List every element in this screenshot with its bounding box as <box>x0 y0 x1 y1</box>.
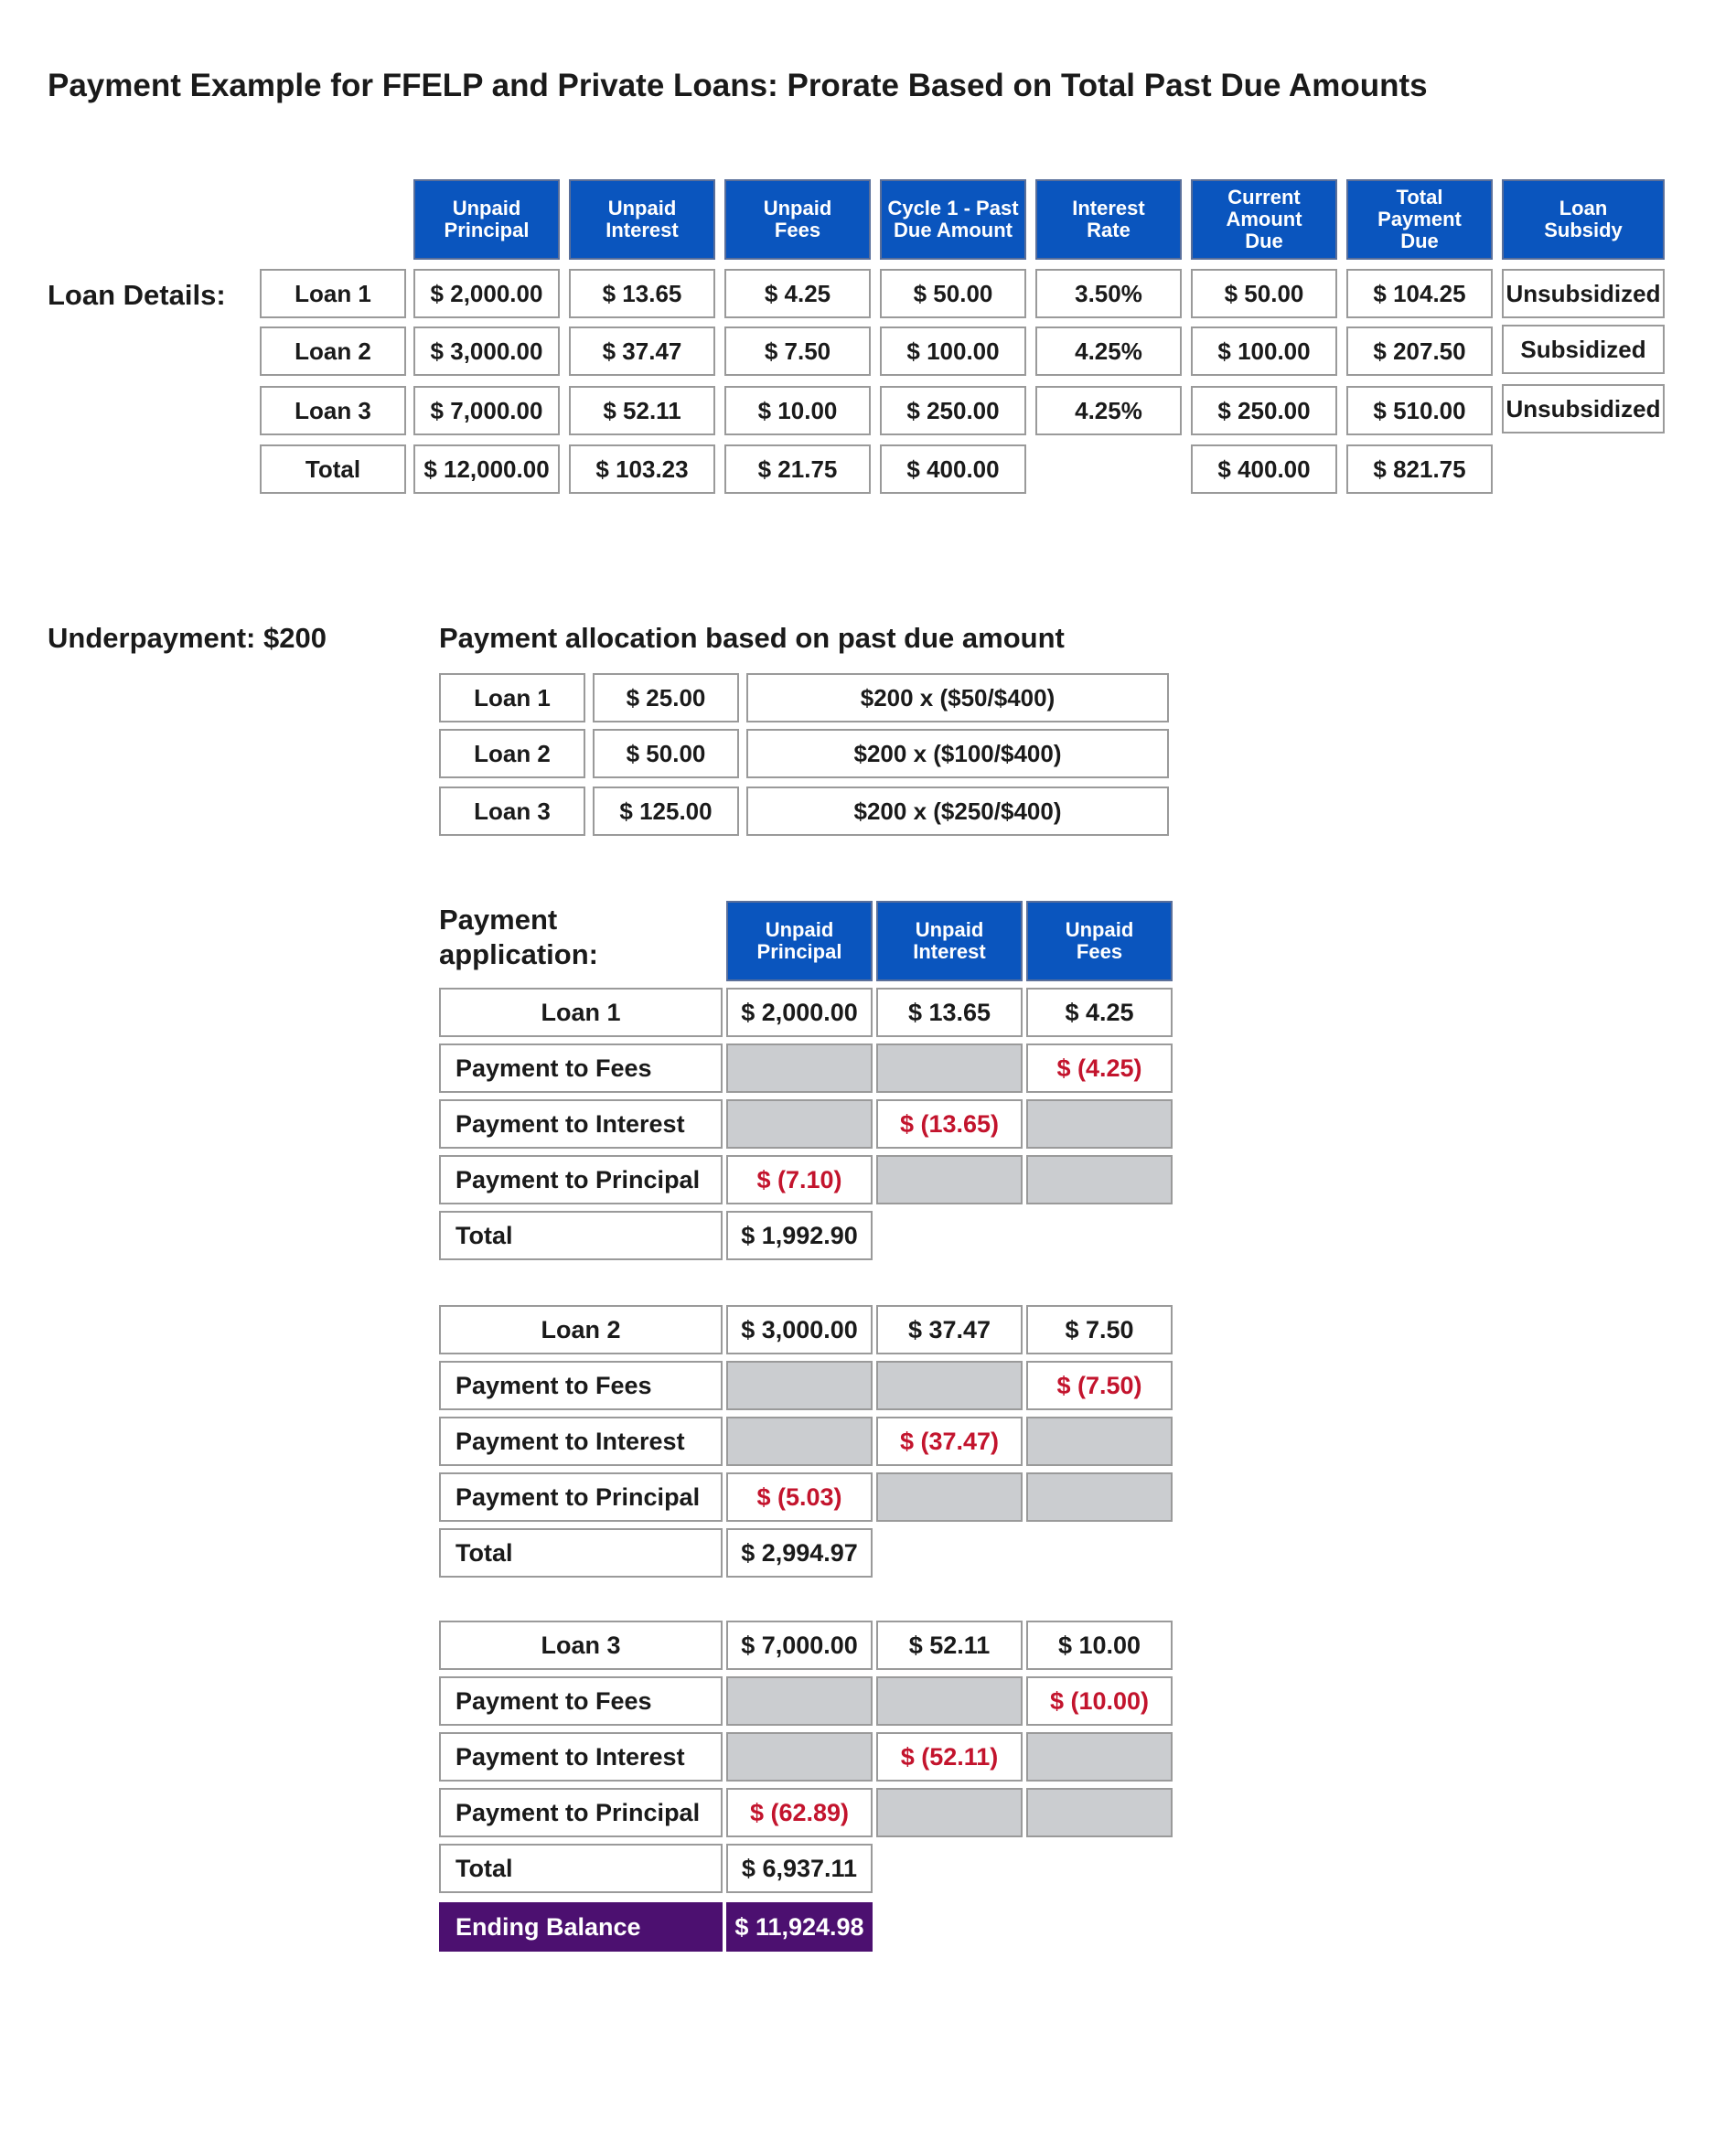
app-header-unpaid-principal: Unpaid Principal <box>726 901 873 981</box>
app-principal: $ 7,000.00 <box>726 1621 873 1670</box>
row-label-total: Total <box>439 1211 723 1260</box>
table-cell: $ 250.00 <box>1191 386 1337 435</box>
empty-cell <box>726 1732 873 1782</box>
table-cell: Subsidized <box>1502 325 1665 374</box>
row-label-payment-to-interest: Payment to Interest <box>439 1417 723 1466</box>
app-principal: $ 2,000.00 <box>726 988 873 1037</box>
payment-to-fees-value: $ (4.25) <box>1026 1043 1173 1093</box>
empty-cell <box>876 1676 1023 1726</box>
empty-cell <box>726 1099 873 1149</box>
loan-details-row-label: Loan 1 <box>260 269 406 318</box>
row-label-payment-to-fees: Payment to Fees <box>439 1361 723 1410</box>
app-loan-name: Loan 2 <box>439 1305 723 1354</box>
empty-cell <box>1026 1417 1173 1466</box>
app-loan-name: Loan 3 <box>439 1621 723 1670</box>
empty-cell <box>876 1155 1023 1204</box>
table-cell: $ 2,000.00 <box>413 269 560 318</box>
payment-to-principal-value: $ (62.89) <box>726 1788 873 1837</box>
allocation-formula: $200 x ($100/$400) <box>746 729 1169 778</box>
table-cell: $ 100.00 <box>1191 326 1337 376</box>
table-cell: $ 10.00 <box>724 386 871 435</box>
allocation-loan-label: Loan 2 <box>439 729 585 778</box>
app-principal: $ 3,000.00 <box>726 1305 873 1354</box>
empty-cell <box>876 1361 1023 1410</box>
loan-details-row-label: Loan 2 <box>260 326 406 376</box>
allocation-amount: $ 50.00 <box>593 729 739 778</box>
empty-cell <box>726 1361 873 1410</box>
loan-details-label: Loan Details: <box>48 279 226 311</box>
table-cell: 4.25% <box>1035 386 1182 435</box>
payment-to-interest-value: $ (13.65) <box>876 1099 1023 1149</box>
allocation-formula: $200 x ($250/$400) <box>746 787 1169 836</box>
app-fees: $ 4.25 <box>1026 988 1173 1037</box>
allocation-formula: $200 x ($50/$400) <box>746 673 1169 722</box>
payment-to-fees-value: $ (7.50) <box>1026 1361 1173 1410</box>
table-cell: Unsubsidized <box>1502 269 1665 318</box>
header-interest-rate: Interest Rate <box>1035 179 1182 260</box>
table-cell: $ 100.00 <box>880 326 1026 376</box>
app-fees: $ 7.50 <box>1026 1305 1173 1354</box>
header-loan-subsidy: Loan Subsidy <box>1502 179 1665 260</box>
table-cell: $ 3,000.00 <box>413 326 560 376</box>
payment-to-interest-value: $ (52.11) <box>876 1732 1023 1782</box>
table-cell: $ 37.47 <box>569 326 715 376</box>
allocation-loan-label: Loan 3 <box>439 787 585 836</box>
empty-cell <box>876 1043 1023 1093</box>
page-title: Payment Example for FFELP and Private Loans: Prorate Based on Total Past Due Amounts <box>48 68 1428 103</box>
allocation-amount: $ 25.00 <box>593 673 739 722</box>
empty-cell <box>1026 1472 1173 1522</box>
app-interest: $ 13.65 <box>876 988 1023 1037</box>
row-label-payment-to-interest: Payment to Interest <box>439 1099 723 1149</box>
loan-total-value: $ 2,994.97 <box>726 1528 873 1578</box>
loan-details-row-label: Loan 3 <box>260 386 406 435</box>
row-label-payment-to-principal: Payment to Principal <box>439 1788 723 1837</box>
table-cell: $ 104.25 <box>1346 269 1493 318</box>
table-cell: 4.25% <box>1035 326 1182 376</box>
app-interest: $ 52.11 <box>876 1621 1023 1670</box>
table-cell: $ 7.50 <box>724 326 871 376</box>
table-cell: $ 4.25 <box>724 269 871 318</box>
app-loan-name: Loan 1 <box>439 988 723 1037</box>
row-label-total: Total <box>439 1528 723 1578</box>
table-cell: $ 13.65 <box>569 269 715 318</box>
ending-balance-label: Ending Balance <box>439 1902 723 1952</box>
header-total-payment-due: Total Payment Due <box>1346 179 1493 260</box>
header-current-amount-due: Current Amount Due <box>1191 179 1337 260</box>
table-cell: $ 400.00 <box>880 444 1026 494</box>
allocation-title: Payment allocation based on past due amount <box>439 622 1065 654</box>
payment-to-principal-value: $ (5.03) <box>726 1472 873 1522</box>
table-cell: $ 821.75 <box>1346 444 1493 494</box>
table-cell: $ 7,000.00 <box>413 386 560 435</box>
header-unpaid-interest: Unpaid Interest <box>569 179 715 260</box>
table-cell: $ 21.75 <box>724 444 871 494</box>
payment-to-principal-value: $ (7.10) <box>726 1155 873 1204</box>
table-cell: $ 103.23 <box>569 444 715 494</box>
table-cell: $ 510.00 <box>1346 386 1493 435</box>
payment-to-fees-value: $ (10.00) <box>1026 1676 1173 1726</box>
empty-cell <box>876 1788 1023 1837</box>
app-interest: $ 37.47 <box>876 1305 1023 1354</box>
application-label-line1: Payment <box>439 904 558 936</box>
header-unpaid-principal: Unpaid Principal <box>413 179 560 260</box>
header-unpaid-fees: Unpaid Fees <box>724 179 871 260</box>
row-label-total: Total <box>439 1844 723 1893</box>
table-cell: 3.50% <box>1035 269 1182 318</box>
loan-total-value: $ 1,992.90 <box>726 1211 873 1260</box>
table-cell: $ 400.00 <box>1191 444 1337 494</box>
row-label-payment-to-fees: Payment to Fees <box>439 1043 723 1093</box>
row-label-payment-to-principal: Payment to Principal <box>439 1472 723 1522</box>
row-label-payment-to-fees: Payment to Fees <box>439 1676 723 1726</box>
empty-cell <box>876 1472 1023 1522</box>
ending-balance-value: $ 11,924.98 <box>726 1902 873 1952</box>
row-label-payment-to-interest: Payment to Interest <box>439 1732 723 1782</box>
table-cell: $ 12,000.00 <box>413 444 560 494</box>
application-label <box>439 903 598 972</box>
payment-to-interest-value: $ (37.47) <box>876 1417 1023 1466</box>
table-cell: $ 50.00 <box>880 269 1026 318</box>
app-header-unpaid-fees: Unpaid Fees <box>1026 901 1173 981</box>
empty-cell <box>1026 1155 1173 1204</box>
empty-cell <box>1026 1732 1173 1782</box>
header-past-due-amount: Cycle 1 - Past Due Amount <box>880 179 1026 260</box>
table-cell: Unsubsidized <box>1502 384 1665 433</box>
table-cell: $ 52.11 <box>569 386 715 435</box>
empty-cell <box>726 1043 873 1093</box>
loan-total-value: $ 6,937.11 <box>726 1844 873 1893</box>
empty-cell <box>726 1676 873 1726</box>
allocation-loan-label: Loan 1 <box>439 673 585 722</box>
empty-cell <box>1026 1788 1173 1837</box>
empty-cell <box>1026 1099 1173 1149</box>
app-fees: $ 10.00 <box>1026 1621 1173 1670</box>
app-header-unpaid-interest: Unpaid Interest <box>876 901 1023 981</box>
application-label-line2: application: <box>439 938 598 970</box>
table-cell: $ 50.00 <box>1191 269 1337 318</box>
allocation-amount: $ 125.00 <box>593 787 739 836</box>
table-cell: $ 207.50 <box>1346 326 1493 376</box>
underpayment-label: Underpayment: $200 <box>48 622 327 654</box>
loan-details-row-label: Total <box>260 444 406 494</box>
row-label-payment-to-principal: Payment to Principal <box>439 1155 723 1204</box>
empty-cell <box>726 1417 873 1466</box>
table-cell: $ 250.00 <box>880 386 1026 435</box>
